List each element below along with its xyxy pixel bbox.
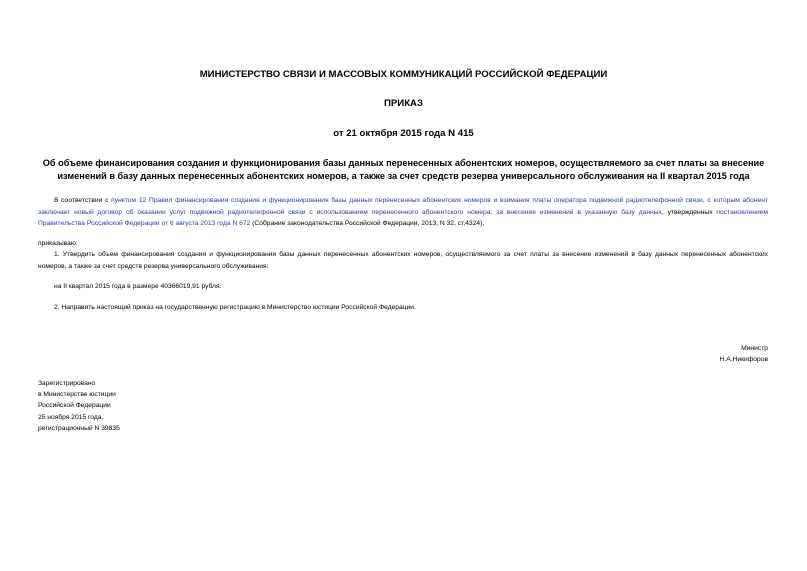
decree-link[interactable]: постановлением Правительства Российской Федерации от 6 августа 2013 года N 672: [38, 208, 768, 228]
preamble-paragraph: [38, 195, 768, 230]
rules-link[interactable]: пунктом 12 Правил финансирования создания и функционирования базы данных перенесенных абонентских номеров и взимания платы оператора подвижной радиотелефонной связи, с которым абонент заключает новый договор об оказании услуг подвижной радиотелефонной связи с использованием перенесенного абонентского номера, за внесение изменений в указанную базу данных: [38, 197, 769, 216]
preamble-prefix: В соответствии с: [54, 197, 112, 204]
registration-line: 25 ноября 2015 года,: [38, 413, 104, 421]
registration-line: регистрационный N 39835: [38, 424, 120, 432]
registration-block: [38, 378, 120, 434]
signature-name: Н.А.Никифоров: [719, 356, 768, 363]
registration-line: Российской Федерации: [38, 402, 111, 410]
signature-title: Министр: [741, 345, 768, 352]
ministry-heading: МИНИСТЕРСТВО СВЯЗИ И МАССОВЫХ КОММУНИКАЦИЙ РОССИЙСКОЙ ФЕДЕРАЦИИ: [199, 69, 608, 80]
order-date-number: от 21 октября 2015 года N 415: [333, 128, 474, 139]
preamble-mid: , утвержденных: [661, 208, 717, 216]
registration-line: в Министерстве юстиции: [38, 391, 116, 399]
quarter-amount: на II квартал 2015 года в размере 40366019,91 рубля.: [54, 283, 222, 290]
preamble-suffix: (Собрание законодательства Российской Федерации, 2013, N 32, ст.4324),: [250, 220, 485, 228]
order-subject: Об объеме финансирования создания и функционирования базы данных перенесенных абонентских номеров, осуществляемого за счет платы за внесение изменений в базу данных перенесенных абонентских номеров, а также за счет средств резерва универсального обслуживания на II квартал 2015 года: [42, 158, 765, 181]
order-item-2: 2. Направить настоящий приказ на государственную регистрацию в Министерство юстиции Российской Федерации.: [54, 304, 416, 311]
doc-type-heading: ПРИКАЗ: [384, 98, 423, 109]
order-item-1: 1. Утвердить объем финансирования создания и функционирования базы данных перенесенных абонентских номеров, осуществляемого за счет платы за внесение изменений в базу данных перенесенных абонентских номеров, а также за счет средств резерва универсального обслуживания:: [38, 251, 768, 270]
registration-line: Зарегистрировано: [38, 380, 96, 387]
order-word: приказываю:: [38, 240, 78, 247]
